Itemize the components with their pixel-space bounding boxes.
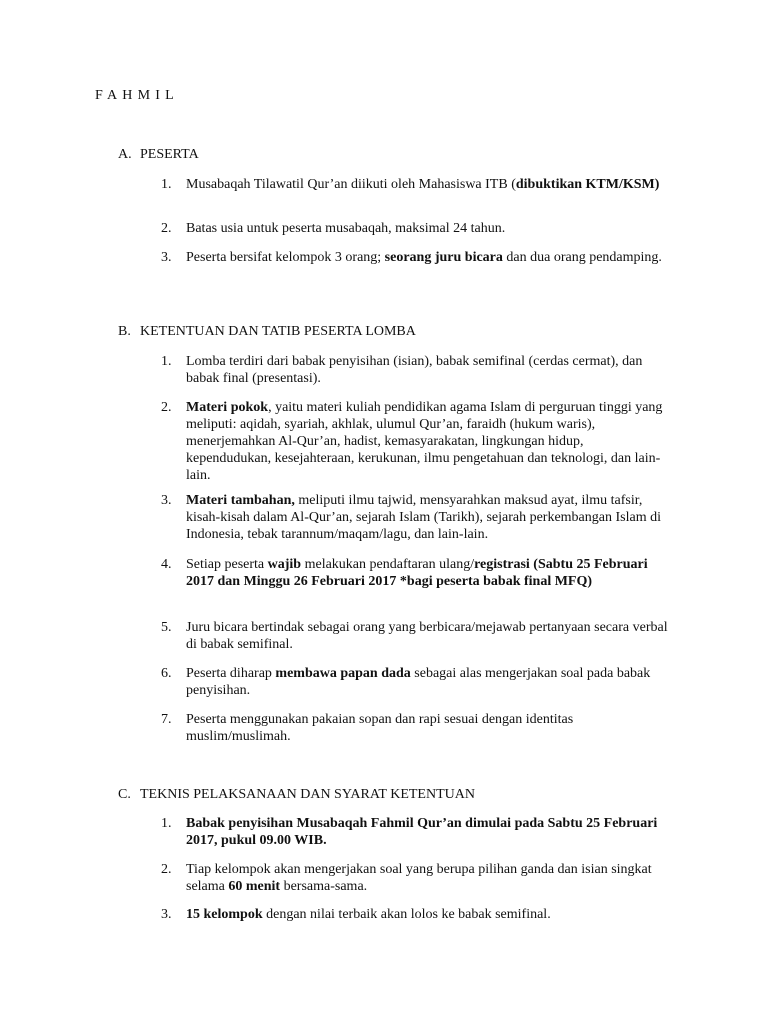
item-text: Juru bicara bertindak sebagai orang yang berbicara/mejawab pertanyaan secara verbal di babak semifinal. — [186, 620, 668, 652]
item-text: Peserta menggunakan pakaian sopan dan rapi sesuai dengan identitas muslim/muslimah. — [186, 712, 574, 744]
item-text: 15 kelompok dengan nilai terbaik akan lolos ke babak semifinal. — [186, 907, 551, 922]
item-text: Materi tambahan, meliputi ilmu tajwid, mensyarahkan maksud ayat, ilmu tafsir, kisah-kisah dalam Al-Qur’an, sejarah Islam (Tarikh), sejarah perkembangan Islam di Indonesia, tebak tarannum/maqam/lagu, dan lain-lain. — [186, 493, 661, 542]
item-text: Tiap kelompok akan mengerjakan soal yang berupa pilihan ganda dan isian singkat selama 60 menit bersama-sama. — [186, 862, 652, 894]
list-item — [161, 492, 671, 543]
section-title: PESERTA — [140, 147, 199, 162]
list-item — [161, 711, 671, 745]
item-text: Batas usia untuk peserta musabaqah, maksimal 24 tahun. — [186, 221, 506, 236]
item-number: 2. — [161, 400, 172, 415]
list-item — [161, 815, 671, 849]
item-number: 4. — [161, 557, 172, 572]
list-item — [161, 353, 671, 387]
item-number: 7. — [161, 712, 172, 727]
item-text: Peserta bersifat kelompok 3 orang; seorang juru bicara dan dua orang pendamping. — [186, 250, 662, 265]
item-number: 5. — [161, 620, 172, 635]
list-item — [161, 176, 671, 193]
item-number: 1. — [161, 816, 172, 831]
item-text: Materi pokok, yaitu materi kuliah pendidikan agama Islam di perguruan tinggi yang meliputi: aqidah, syariah, akhlak, ulumul Qur’an, faraidh (hukum waris), menerjemahkan Al-Qur’an, hadist, kemasyarakatan, lingkungan hidup, kependudukan, kesejahteraan, kerukunan, ilmu pengetahuan dan teknologi, dan lain-lain. — [186, 400, 663, 483]
section-letter: C. — [118, 787, 131, 802]
list-item — [161, 249, 671, 266]
item-number: 6. — [161, 666, 172, 681]
section-letter: B. — [118, 324, 131, 339]
list-item — [161, 556, 671, 590]
item-number: 1. — [161, 354, 172, 369]
list-item — [161, 399, 671, 484]
item-text: Peserta diharap membawa papan dada sebagai alas mengerjakan soal pada babak penyisihan. — [186, 666, 651, 698]
item-number: 3. — [161, 493, 172, 508]
list-item — [161, 220, 671, 237]
section-heading-ketentuan — [118, 323, 416, 341]
item-number: 2. — [161, 221, 172, 236]
list-item — [161, 861, 671, 895]
list-item — [161, 665, 671, 699]
section-letter: A. — [118, 147, 132, 162]
list-item — [161, 906, 671, 923]
section-heading-peserta — [118, 146, 199, 164]
item-number: 2. — [161, 862, 172, 877]
section-title: KETENTUAN DAN TATIB PESERTA LOMBA — [140, 324, 416, 339]
item-text: Babak penyisihan Musabaqah Fahmil Qur’an dimulai pada Sabtu 25 Februari 2017, pukul 09.00 WIB. — [186, 816, 658, 848]
item-text: Musabaqah Tilawatil Qur’an diikuti oleh Mahasiswa ITB (dibuktikan KTM/KSM) — [186, 177, 660, 192]
document-title: FAHMIL — [95, 88, 179, 103]
item-text: Lomba terdiri dari babak penyisihan (isian), babak semifinal (cerdas cermat), dan babak final (presentasi). — [186, 354, 643, 386]
item-number: 3. — [161, 907, 172, 922]
section-title: TEKNIS PELAKSANAAN DAN SYARAT KETENTUAN — [140, 787, 475, 802]
item-number: 1. — [161, 177, 172, 192]
list-item — [161, 619, 671, 653]
item-number: 3. — [161, 250, 172, 265]
section-heading-teknis — [118, 786, 475, 804]
item-text: Setiap peserta wajib melakukan pendaftaran ulang/registrasi (Sabtu 25 Februari 2017 dan Minggu 26 Februari 2017 *bagi peserta babak final MFQ) — [186, 557, 648, 589]
